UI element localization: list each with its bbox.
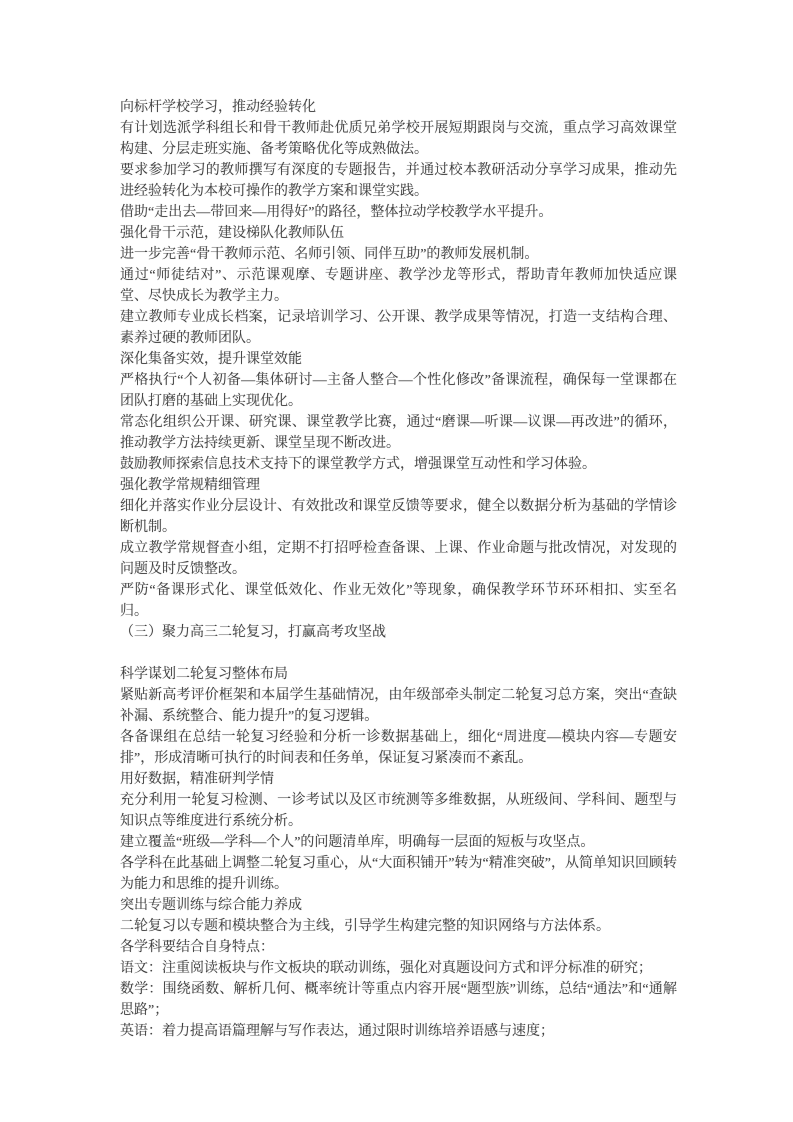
paragraph-subject-chinese: 语文：注重阅读板块与作文板块的联动训练，强化对真题设问方式和评分标准的研究； <box>120 961 652 976</box>
subheading-collective-prep: 深化集备实效，提升课堂效能 <box>120 352 302 367</box>
paragraph: 成立教学常规督查小组，定期不打招呼检查备课、上课、作业命题与批改情况，对发现的问题及时反馈整改。 <box>120 541 677 577</box>
document-body <box>120 97 677 1042</box>
paragraph: 各学科要结合自身特点： <box>120 940 274 955</box>
paragraph: 进一步完善“骨干教师示范、名师引领、同伴互助”的教师发展机制。 <box>120 247 539 262</box>
paragraph: 严防“备课形式化、课堂低效化、作业无效化”等现象，确保教学环节环环相扣、实至名归。 <box>120 583 677 619</box>
paragraph: 要求参加学习的教师撰写有深度的专题报告，并通过校本教研活动分享学习成果，推动先进经验转化为本校可操作的教学方案和课堂实践。 <box>120 163 677 199</box>
paragraph: 鼓励教师探索信息技术支持下的课堂教学方式，增强课堂互动性和学习体验。 <box>120 457 596 472</box>
paragraph: 建立教师专业成长档案，记录培训学习、公开课、教学成果等情况，打造一支结构合理、素养过硬的教师团队。 <box>120 310 677 346</box>
paragraph: 常态化组织公开课、研究课、课堂教学比赛，通过“磨课—听课—议课—再改进”的循环，推动教学方法持续更新、课堂呈现不断改进。 <box>120 415 677 451</box>
paragraph: 严格执行“个人初备—集体研讨—主备人整合—个性化修改”备课流程，确保每一堂课都在团队打磨的基础上实现优化。 <box>120 373 677 409</box>
paragraph: 建立覆盖“班级—学科—个人”的问题清单库，明确每一层面的短板与攻坚点。 <box>120 835 595 850</box>
paragraph: 各学科在此基础上调整二轮复习重心，从“大面积铺开”转为“精准突破”，从简单知识回顾转为能力和思维的提升训练。 <box>120 856 677 892</box>
subheading-round2-plan: 科学谋划二轮复习整体布局 <box>120 667 288 682</box>
paragraph: 二轮复习以专题和模块整合为主线，引导学生构建完整的知识网络与方法体系。 <box>120 919 610 934</box>
paragraph: 借助“走出去—带回来—用得好”的路径，整体拉动学校教学水平提升。 <box>120 205 553 220</box>
paragraph-subject-math: 数学：围绕函数、解析几何、概率统计等重点内容开展“题型族”训练，总结“通法”和“通解思路”； <box>120 982 677 1018</box>
paragraph-subject-english: 英语：着力提高语篇理解与写作表达，通过限时训练培养语感与速度； <box>120 1024 554 1039</box>
paragraph: 各备课组在总结一轮复习经验和分析一诊数据基础上，细化“周进度—模块内容—专题安排”，形成清晰可执行的时间表和任务单，保证复习紧凑而不紊乱。 <box>120 730 677 766</box>
paragraph: 通过“师徒结对”、示范课观摩、专题讲座、教学沙龙等形式，帮助青年教师加快适应课堂、尽快成长为教学主力。 <box>120 268 677 304</box>
subheading-benchmark-learning: 向标杆学校学习，推动经验转化 <box>120 100 316 115</box>
subheading-routine-management: 强化教学常规精细管理 <box>120 478 260 493</box>
paragraph: 紧贴新高考评价框架和本届学生基础情况，由年级部牵头制定二轮复习总方案，突出“查缺补漏、系统整合、能力提升”的复习逻辑。 <box>120 688 677 724</box>
subheading-topic-training: 突出专题训练与综合能力养成 <box>120 898 302 913</box>
paragraph: 有计划选派学科组长和骨干教师赴优质兄弟学校开展短期跟岗与交流，重点学习高效课堂构建、分层走班实施、备考策略优化等成熟做法。 <box>120 121 677 157</box>
blank-line <box>120 643 677 664</box>
subheading-data-analysis: 用好数据，精准研判学情 <box>120 772 274 787</box>
subheading-backbone-demonstration: 强化骨干示范，建设梯队化教师队伍 <box>120 226 344 241</box>
paragraph: 细化并落实作业分层设计、有效批改和课堂反馈等要求，健全以数据分析为基础的学情诊断机制。 <box>120 499 677 535</box>
section-heading-three: （三）聚力高三二轮复习，打赢高考攻坚战 <box>120 625 386 640</box>
paragraph: 充分利用一轮复习检测、一诊考试以及区市统测等多维数据，从班级间、学科间、题型与知识点等维度进行系统分析。 <box>120 793 677 829</box>
